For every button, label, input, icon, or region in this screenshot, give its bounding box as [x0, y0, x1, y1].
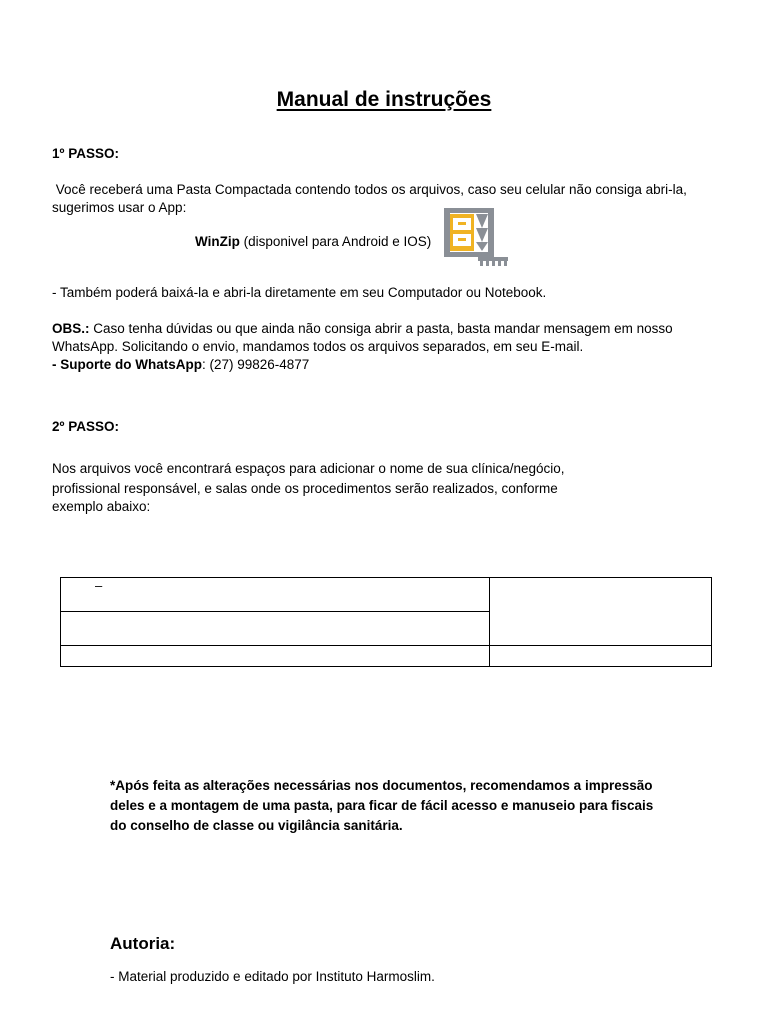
- table-cell: [490, 646, 712, 667]
- table-cell: –: [61, 578, 490, 612]
- authorship-heading: Autoria:: [110, 934, 176, 953]
- authorship-line: - Material produzido e editado por Instituto Harmoslim.: [110, 969, 435, 984]
- step1-heading: 1º PASSO:: [52, 146, 119, 161]
- obs-text: Caso tenha dúvidas ou que ainda não consiga abrir a pasta, basta mandar mensagem em nosso: [89, 321, 673, 336]
- note-line2: deles e a montagem de uma pasta, para ficar de fácil acesso e manuseio para fiscais: [110, 798, 654, 813]
- step2-text-line1: Nos arquivos você encontrará espaços para adicionar o nome de sua clínica/negócio,: [52, 461, 565, 476]
- alternative-line: - Também poderá baixá-la e abri-la diretamente em seu Computador ou Notebook.: [52, 285, 547, 300]
- step1-text-line1: Você receberá uma Pasta Compactada contendo todos os arquivos, caso seu celular não consiga abri-la,: [52, 182, 687, 197]
- note-line3: do conselho de classe ou vigilância sanitária.: [110, 818, 403, 833]
- page-title: Manual de instruções: [276, 88, 492, 111]
- obs-label: OBS.:: [52, 321, 90, 336]
- example-table: [60, 577, 712, 667]
- table-cell: [490, 578, 712, 646]
- app-detail: (disponivel para Android e IOS): [239, 234, 432, 249]
- obs-line2: WhatsApp. Solicitando o envio, mandamos todos os arquivos separados, em seu E-mail.: [52, 339, 584, 354]
- app-name: WinZip: [195, 234, 240, 249]
- table-cell: [61, 646, 490, 667]
- step2-text-line3: exemplo abaixo:: [52, 499, 151, 514]
- table-row: [61, 578, 712, 612]
- obs-line1: [52, 320, 673, 338]
- support-phone: : (27) 99826-4877: [201, 357, 310, 372]
- winzip-icon: [444, 208, 512, 268]
- step1-text-line2: sugerimos usar o App:: [52, 200, 187, 215]
- recommendation-note: [110, 776, 653, 836]
- step2-heading: 2º PASSO:: [52, 419, 119, 434]
- note-line1: *Após feita as alterações necessárias nos documentos, recomendamos a impressão: [110, 778, 653, 793]
- table-row: [61, 646, 712, 667]
- support-label: - Suporte do WhatsApp: [52, 357, 202, 372]
- step2-text-line2: profissional responsável, e salas onde os procedimentos serão realizados, conforme: [52, 481, 558, 496]
- support-line: [52, 356, 309, 374]
- app-recommendation: [195, 234, 431, 249]
- table-cell: [61, 612, 490, 646]
